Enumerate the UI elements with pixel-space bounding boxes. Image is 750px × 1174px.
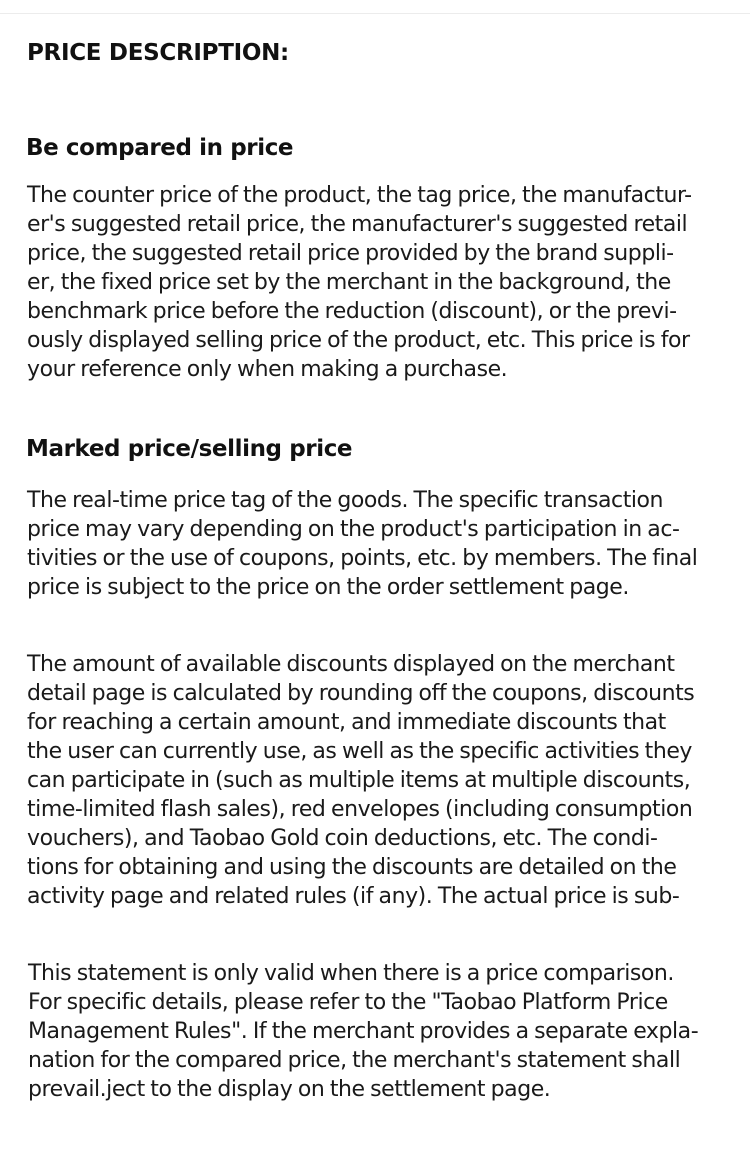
text-line: price is subject to the price on the order settlement page. [27, 575, 629, 600]
section-body-compared-price [27, 181, 737, 384]
text-line: price, the suggested retail price provided by the brand suppli- [27, 241, 674, 266]
text-line: can participate in (such as multiple items at multiple discounts, [27, 768, 691, 793]
text-line: your reference only when making a purchase. [27, 357, 508, 382]
text-line: the user can currently use, as well as the specific activities they [27, 739, 692, 764]
text-line: time-limited flash sales), red envelopes (including consumption [27, 797, 693, 822]
section-title-compared-price: Be compared in price [26, 135, 294, 161]
text-line: For specific details, please refer to the "Taobao Platform Price [28, 990, 668, 1015]
page-title: PRICE DESCRIPTION: [27, 40, 289, 66]
section-title-marked-price: Marked price/selling price [26, 436, 353, 462]
text-line: ously displayed selling price of the product, etc. This price is for [27, 328, 690, 353]
section-body-marked-price [27, 486, 737, 602]
text-line: vouchers), and Taobao Gold coin deductions, etc. The condi- [27, 826, 658, 851]
text-line: activity page and related rules (if any). The actual price is sub- [27, 884, 680, 909]
statement-paragraph [28, 959, 738, 1104]
text-line: tions for obtaining and using the discounts are detailed on the [27, 855, 677, 880]
text-line: er's suggested retail price, the manufacturer's suggested retail [27, 212, 688, 237]
text-line: price may vary depending on the product's participation in ac- [27, 517, 680, 542]
text-line: benchmark price before the reduction (discount), or the previ- [27, 299, 677, 324]
text-line: er, the fixed price set by the merchant in the background, the [27, 270, 671, 295]
top-divider [0, 13, 750, 14]
text-line: This statement is only valid when there is a price comparison. [28, 961, 674, 986]
text-line: The real-time price tag of the goods. The specific transaction [27, 488, 664, 513]
text-line: tivities or the use of coupons, points, etc. by members. The final [27, 546, 698, 571]
text-line: detail page is calculated by rounding off the coupons, discounts [27, 681, 695, 706]
text-line: prevail.ject to the display on the settlement page. [28, 1077, 551, 1102]
discounts-paragraph [27, 650, 737, 911]
text-line: for reaching a certain amount, and immediate discounts that [27, 710, 666, 735]
text-line: nation for the compared price, the merchant's statement shall [28, 1048, 681, 1073]
text-line: Management Rules". If the merchant provides a separate expla- [28, 1019, 699, 1044]
text-line: The amount of available discounts displayed on the merchant [27, 652, 675, 677]
text-line: The counter price of the product, the tag price, the manufactur- [27, 183, 692, 208]
